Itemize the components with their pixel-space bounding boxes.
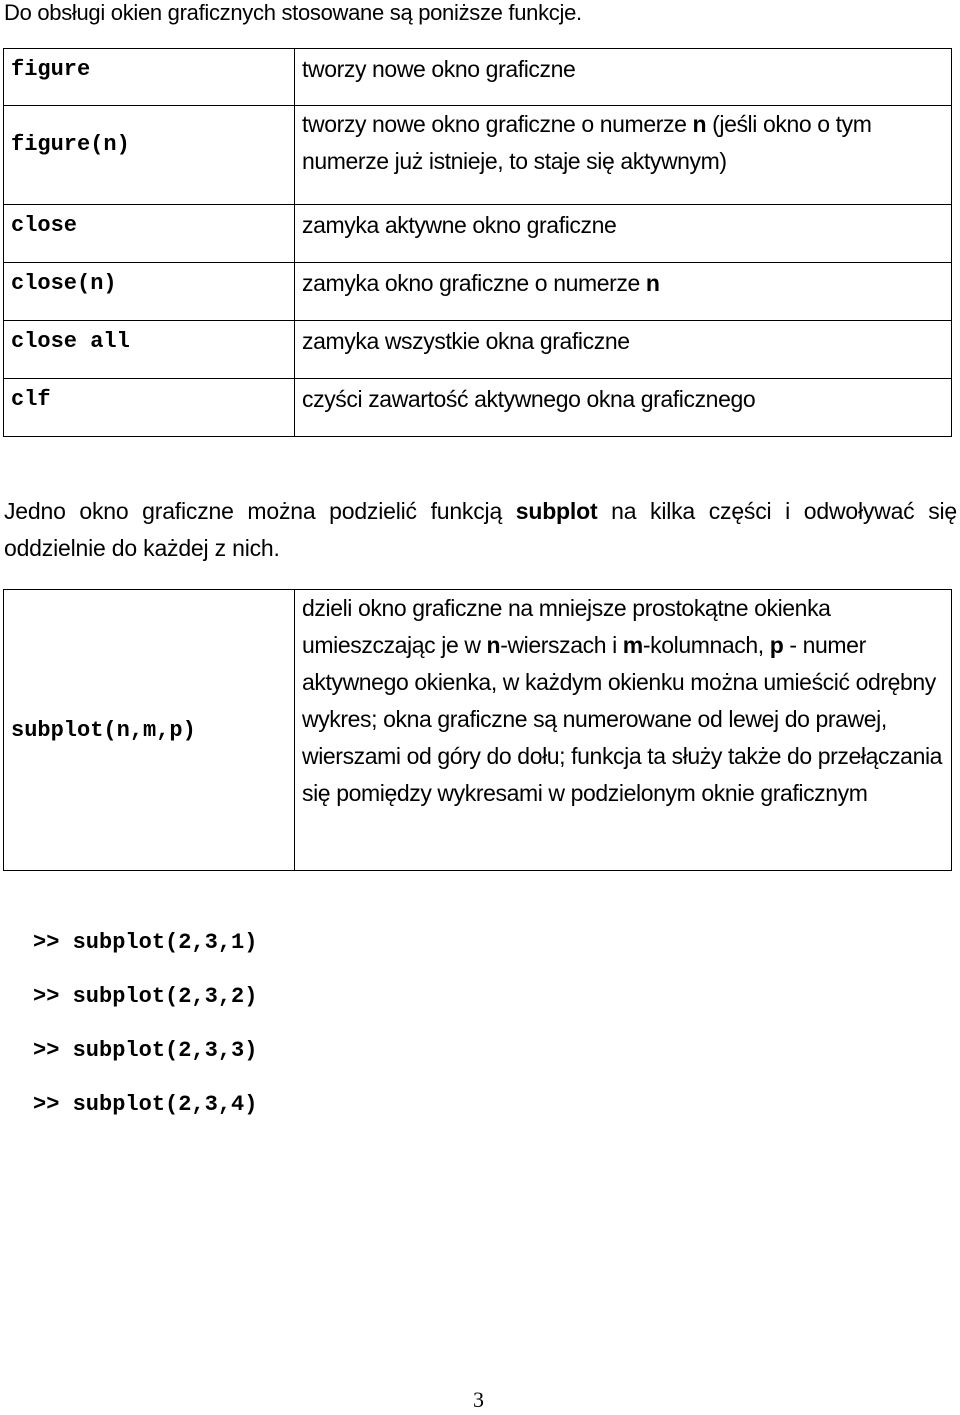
table-row — [4, 205, 952, 263]
description-cell — [295, 263, 952, 321]
command-text: figure(n) — [11, 132, 130, 157]
code-line: >> subplot(2,3,1) — [33, 930, 258, 955]
command-cell: close — [4, 205, 295, 263]
description-text: -kolumnach, — [642, 632, 770, 658]
description-text: -wierszach i — [500, 632, 623, 658]
description-text: czyści zawartość aktywnego okna graficznego — [302, 386, 756, 412]
table-row — [4, 379, 952, 437]
description-cell — [295, 49, 952, 106]
param-n: n — [645, 270, 660, 296]
description-text: (jeśli okno o tym numerze już istnieje, to staje się aktywnym) — [302, 111, 872, 174]
description-cell — [295, 106, 952, 205]
param-n: n — [692, 111, 707, 137]
description-cell — [295, 321, 952, 379]
table-row — [4, 321, 952, 379]
param-p: p — [769, 632, 784, 658]
description-text: - numer aktywnego okienka, w każdym okienku można umieścić odrębny wykres; okna graficzne są numerowane od lewej do prawej, wierszami od góry do dołu; funkcja ta służy także do przełączania się pomiędzy wykresami w podzielonym oknie graficznym — [302, 632, 943, 806]
paragraph-text: Jedno okno graficzne można podzielić funkcją — [4, 498, 516, 524]
intro-text: Do obsługi okien graficznych stosowane są poniższe funkcje. — [4, 0, 582, 25]
table-row — [4, 590, 952, 871]
paragraph-text: na kilka części i odwoływać się oddzielnie do każdej z nich. — [4, 498, 957, 561]
command-cell: clf — [4, 379, 295, 437]
description-text: zamyka wszystkie okna graficzne — [302, 328, 630, 354]
code-line: >> subplot(2,3,2) — [33, 984, 258, 1009]
subplot-paragraph — [4, 493, 957, 567]
code-line: >> subplot(2,3,4) — [33, 1092, 258, 1117]
description-cell — [295, 205, 952, 263]
window-functions-table — [3, 48, 952, 437]
description-text: tworzy nowe okno graficzne o numerze — [302, 111, 693, 137]
table-row — [4, 49, 952, 106]
command-cell — [4, 106, 295, 205]
param-m: m — [622, 632, 643, 658]
table-row — [4, 263, 952, 321]
command-cell: close(n) — [4, 263, 295, 321]
description-cell — [295, 379, 952, 437]
param-n: n — [486, 632, 501, 658]
subplot-keyword: subplot — [515, 498, 598, 524]
page-number: 3 — [473, 1387, 484, 1412]
command-cell: figure — [4, 49, 295, 106]
command-cell: subplot(n,m,p) — [4, 590, 295, 871]
description-text: tworzy nowe okno graficzne — [302, 56, 576, 82]
command-cell: close all — [4, 321, 295, 379]
description-cell — [295, 590, 952, 871]
code-line: >> subplot(2,3,3) — [33, 1038, 258, 1063]
subplot-table — [3, 589, 952, 871]
description-text: dzieli okno graficzne na mniejsze prostokątne okienka umieszczając je w — [302, 595, 831, 658]
table-row — [4, 106, 952, 205]
description-text: zamyka okno graficzne o numerze — [302, 270, 646, 296]
description-text: zamyka aktywne okno graficzne — [302, 212, 617, 238]
